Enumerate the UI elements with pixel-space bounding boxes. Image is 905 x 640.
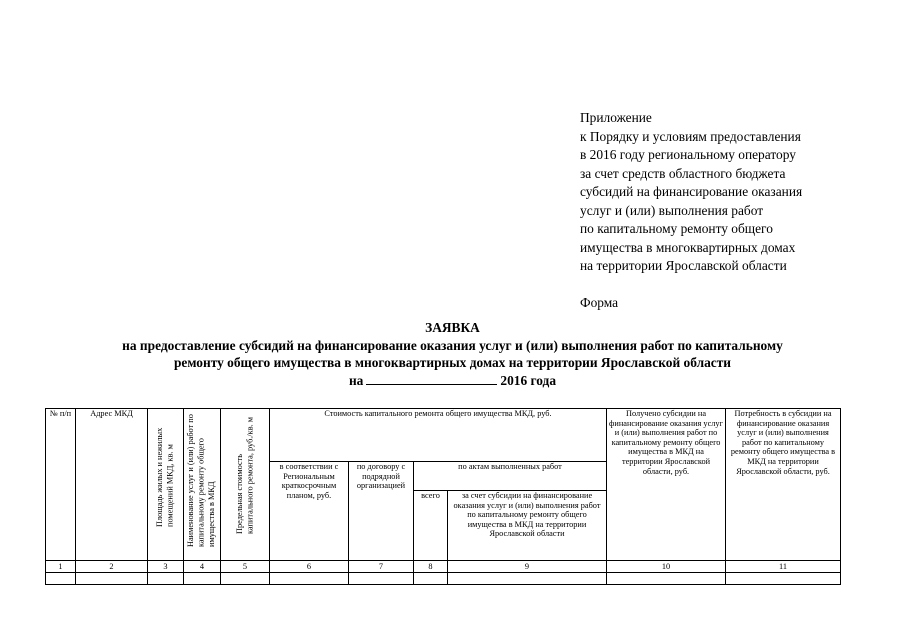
appendix-line: в 2016 году региональному оператору (580, 147, 796, 162)
header-acts-group: по актам выполненных работ (414, 462, 607, 491)
appendix-line: на территории Ярославской области (580, 258, 787, 273)
title-prefix: на (348, 372, 364, 388)
column-number: 2 (76, 561, 148, 573)
column-number: 10 (607, 561, 726, 573)
header-area-text: Площадь жилых и нежилых помещений МКД, кв. м (155, 427, 175, 527)
header-limit-text: Предельная стоимость капитального ремонта, руб./кв. м (234, 416, 254, 534)
table-cell (148, 573, 184, 585)
column-number: 3 (148, 561, 184, 573)
table-cell (726, 573, 841, 585)
appendix-line: субсидий на финансирование оказания (580, 184, 803, 199)
appendix-block (580, 109, 880, 312)
application-table (45, 408, 841, 585)
column-number: 9 (448, 561, 607, 573)
table-cell (76, 573, 148, 585)
table-cell (46, 573, 76, 585)
header-total: всего (414, 491, 448, 561)
column-number: 7 (349, 561, 414, 573)
column-number: 4 (184, 561, 221, 573)
date-blank-field (366, 372, 497, 385)
header-services (184, 409, 221, 561)
column-number: 6 (270, 561, 349, 573)
header-subsidy-part: за счет субсидии на финансирование оказания услуг и (или) выполнения работ по капитальному ремонту общего имущества в МКД на территории Ярославской области (448, 491, 607, 561)
column-number: 8 (414, 561, 448, 573)
column-number: 1 (46, 561, 76, 573)
column-number: 5 (221, 561, 270, 573)
table-cell (607, 573, 726, 585)
header-num: № п/п (46, 409, 76, 561)
column-number-row (46, 561, 841, 573)
table-cell (448, 573, 607, 585)
column-number: 11 (726, 561, 841, 573)
title-line-1: на предоставление субсидий на финансирование оказания услуг и (или) выполнения работ по капитальному (122, 337, 783, 353)
empty-data-row (46, 573, 841, 585)
form-label: Форма (580, 294, 619, 310)
appendix-line: по капитальному ремонту общего (580, 221, 773, 236)
title-suffix: 2016 года (500, 372, 557, 388)
table-cell (414, 573, 448, 585)
appendix-line: к Порядку и условиям предоставления (580, 128, 801, 144)
title-heading: ЗАЯВКА (425, 320, 480, 335)
document-title (40, 319, 865, 389)
header-address: Адрес МКД (76, 409, 148, 561)
table-cell (184, 573, 221, 585)
table-cell (221, 573, 270, 585)
header-need: Потребность в субсидии на финансирование оказания услуг и (или) выполнения работ по капитальному ремонту общего имущества в МКД на территории Ярославской области, руб. (726, 409, 841, 561)
header-contract: по договору с подрядной организацией (349, 462, 414, 561)
header-received: Получено субсидии на финансирование оказания услуг и (или) выполнения работ по капитальному ремонту общего имущества в МКД на территории Ярославской области, руб. (607, 409, 726, 561)
header-area (148, 409, 184, 561)
appendix-line: за счет средств областного бюджета (580, 165, 786, 181)
appendix-line: Приложение (580, 110, 652, 125)
table-cell (270, 573, 349, 585)
header-plan: в соответствии с Региональным краткосрочным планом, руб. (270, 462, 349, 561)
header-limit (221, 409, 270, 561)
table-cell (349, 573, 414, 585)
title-line-3 (40, 372, 865, 390)
header-services-text: Наименование услуг и (или) работ по капитальному ремонту общего имущества в МКД (186, 414, 217, 547)
header-cost-group: Стоимость капитального ремонта общего имущества МКД, руб. (270, 409, 607, 462)
title-line-2: ремонту общего имущества в многоквартирных домах на территории Ярославской области (173, 355, 732, 370)
appendix-line: имущества в многоквартирных домах (580, 239, 796, 255)
appendix-line: услуг и (или) выполнения работ (580, 202, 764, 218)
